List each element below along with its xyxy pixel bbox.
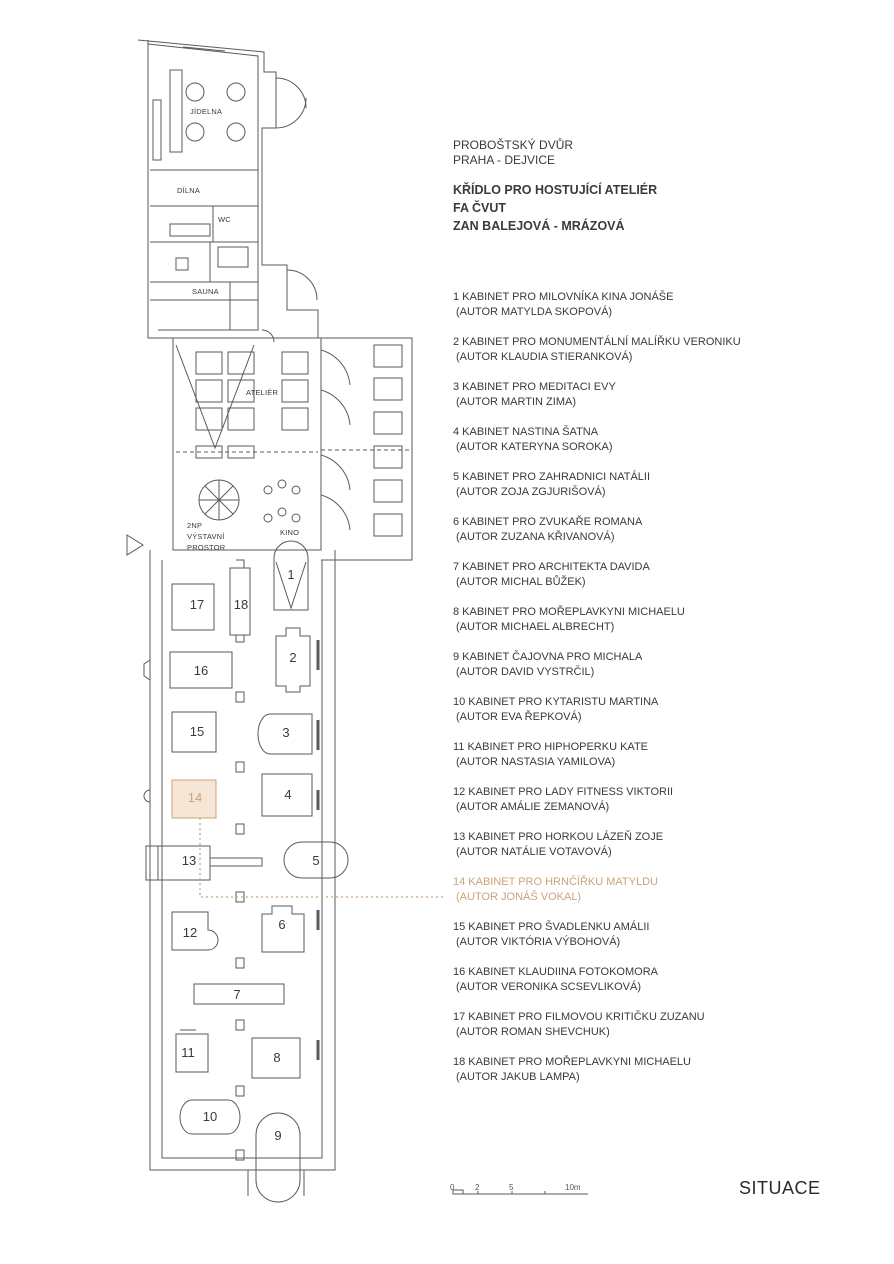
legend-item-title: 2 KABINET PRO MONUMENTÁLNÍ MALÍŘKU VERONIKU xyxy=(453,336,741,348)
legend-item-title: 5 KABINET PRO ZAHRADNICI NATÁLII xyxy=(453,471,651,483)
legend-item-author: (AUTOR ZUZANA KŘIVANOVÁ) xyxy=(456,531,615,543)
scale-label-10m: 10m xyxy=(565,1183,581,1192)
cabinet-legend xyxy=(453,290,873,1100)
legend-item-10 xyxy=(453,695,873,740)
project-title-line-3: ZAN BALEJOVÁ - MRÁZOVÁ xyxy=(453,219,625,233)
legend-item-author: (AUTOR KLAUDIA STIERANKOVÁ) xyxy=(456,351,633,363)
scale-label-5: 5 xyxy=(509,1183,514,1192)
legend-item-author: (AUTOR JONÁŠ VOKAL) xyxy=(456,891,582,903)
legend-item-title: 13 KABINET PRO HORKOU LÁZEŇ ZOJE xyxy=(453,831,664,843)
room-label-sauna: SAUNA xyxy=(192,287,219,296)
location-line-2: PRAHA - DEJVICE xyxy=(453,153,556,167)
cabinet-number-1: 1 xyxy=(287,567,295,582)
legend-item-title: 10 KABINET PRO KYTARISTU MARTINA xyxy=(453,696,659,708)
room-label-exhibition-3: PROSTOR xyxy=(187,543,226,552)
legend-item-author: (AUTOR DAVID VYSTRČIL) xyxy=(456,666,595,678)
room-label-atelier: ATELIÉR xyxy=(246,388,279,397)
cabinet-number-2: 2 xyxy=(289,650,297,665)
legend-item-title: 14 KABINET PRO HRNČÍŘKU MATYLDU xyxy=(453,876,658,888)
legend-item-14-highlighted xyxy=(453,875,873,920)
scale-label-2: 2 xyxy=(475,1183,480,1192)
cabinet-number-5: 5 xyxy=(312,853,320,868)
room-label-kino: KINO xyxy=(280,528,300,537)
scale-label-0: 0 xyxy=(450,1183,455,1192)
legend-item-title: 8 KABINET PRO MOŘEPLAVKYNI MICHAELU xyxy=(453,606,685,618)
cabinet-number-7: 7 xyxy=(233,987,241,1002)
legend-item-8 xyxy=(453,605,873,650)
legend-item-9 xyxy=(453,650,873,695)
legend-item-13 xyxy=(453,830,873,875)
legend-item-author: (AUTOR NATÁLIE VOTAVOVÁ) xyxy=(456,846,612,858)
project-title-line-2: FA ČVUT xyxy=(453,201,507,215)
legend-item-author: (AUTOR JAKUB LAMPA) xyxy=(456,1071,580,1083)
upper-wing-outline xyxy=(138,40,318,338)
legend-item-title: 18 KABINET PRO MOŘEPLAVKYNI MICHAELU xyxy=(453,1056,691,1068)
legend-item-title: 6 KABINET PRO ZVUKAŘE ROMANA xyxy=(453,516,643,528)
legend-item-15 xyxy=(453,920,873,965)
lower-wing-outline xyxy=(150,550,335,1170)
legend-item-6 xyxy=(453,515,873,560)
legend-item-author: (AUTOR ZOJA ZGJURIŠOVÁ) xyxy=(456,486,606,498)
legend-item-author: (AUTOR KATERYNA SOROKA) xyxy=(456,441,613,453)
legend-item-title: 9 KABINET ČAJOVNA PRO MICHALA xyxy=(453,651,643,663)
cabinet-13-shape xyxy=(146,846,262,880)
legend-item-author: (AUTOR NASTASIA YAMILOVA) xyxy=(456,756,616,768)
cabinet-number-13: 13 xyxy=(181,853,197,868)
room-label-exhibition-2: VÝSTAVNÍ xyxy=(187,532,225,541)
entrance-arrow xyxy=(127,535,143,555)
cabinet-number-16: 16 xyxy=(193,663,209,678)
cabinet-number-14: 14 xyxy=(187,790,203,805)
legend-item-title: 16 KABINET KLAUDIINA FOTOKOMORA xyxy=(453,966,658,978)
cabinet-number-3: 3 xyxy=(282,725,290,740)
legend-item-title: 15 KABINET PRO ŠVADLENKU AMÁLII xyxy=(453,921,650,933)
legend-item-12 xyxy=(453,785,873,830)
legend-item-18 xyxy=(453,1055,873,1100)
cabinet-number-18: 18 xyxy=(233,597,249,612)
room-label-dilna: DÍLNA xyxy=(177,186,201,195)
location-line-1: PROBOŠTSKÝ DVŮR xyxy=(453,138,574,152)
legend-item-title: 12 KABINET PRO LADY FITNESS VIKTORII xyxy=(453,786,674,798)
legend-item-title: 7 KABINET PRO ARCHITEKTA DAVIDA xyxy=(453,561,650,573)
legend-item-11 xyxy=(453,740,873,785)
legend-item-author: (AUTOR MICHAL BŮŽEK) xyxy=(456,576,586,588)
legend-item-title: 4 KABINET NASTINA ŠATNA xyxy=(453,426,599,438)
cabinet-number-12: 12 xyxy=(182,925,198,940)
cabinet-number-11: 11 xyxy=(181,1045,195,1060)
legend-item-4 xyxy=(453,425,873,470)
legend-item-2 xyxy=(453,335,873,380)
legend-item-title: 3 KABINET PRO MEDITACI EVY xyxy=(453,381,616,393)
sheet-title: SITUACE xyxy=(739,1178,821,1198)
project-title-line-1: KŘÍDLO PRO HOSTUJÍCÍ ATELIÉR xyxy=(453,183,658,197)
legend-item-author: (AUTOR ROMAN SHEVCHUK) xyxy=(456,1026,610,1038)
title-block xyxy=(453,138,873,235)
legend-item-author: (AUTOR MARTIN ZIMA) xyxy=(456,396,576,408)
legend-item-author: (AUTOR EVA ŘEPKOVÁ) xyxy=(456,711,582,723)
legend-item-title: 17 KABINET PRO FILMOVOU KRITIČKU ZUZANU xyxy=(453,1011,705,1023)
cabinet-number-15: 15 xyxy=(189,724,205,739)
legend-item-author: (AUTOR MICHAEL ALBRECHT) xyxy=(456,621,615,633)
cabinet-number-17: 17 xyxy=(189,597,205,612)
legend-item-7 xyxy=(453,560,873,605)
legend-item-title: 11 KABINET PRO HIPHOPERKU KATE xyxy=(453,741,648,753)
legend-item-5 xyxy=(453,470,873,515)
legend-item-3 xyxy=(453,380,873,425)
legend-item-author: (AUTOR MATYLDA SKOPOVÁ) xyxy=(456,306,613,318)
cabinet-number-10: 10 xyxy=(202,1109,218,1124)
cabinet-number-4: 4 xyxy=(284,787,292,802)
room-label-jidelna: JÍDELNA xyxy=(190,107,223,116)
legend-item-1 xyxy=(453,290,873,335)
room-label-exhibition-1: 2NP xyxy=(187,521,203,530)
legend-item-author: (AUTOR AMÁLIE ZEMANOVÁ) xyxy=(456,801,610,813)
legend-item-author: (AUTOR VERONIKA SCSEVLIKOVÁ) xyxy=(456,981,642,993)
cabinet-number-8: 8 xyxy=(273,1050,281,1065)
legend-item-17 xyxy=(453,1010,873,1055)
legend-item-16 xyxy=(453,965,873,1010)
cabinet-number-9: 9 xyxy=(274,1128,282,1143)
cabinet-number-6: 6 xyxy=(278,917,286,932)
legend-item-author: (AUTOR VIKTÓRIA VÝBOHOVÁ) xyxy=(456,936,621,948)
legend-item-title: 1 KABINET PRO MILOVNÍKA KINA JONÁŠE xyxy=(453,291,674,303)
room-label-wc: WC xyxy=(218,215,231,224)
project-title xyxy=(453,181,873,235)
atelier-terrace xyxy=(321,338,412,560)
atelier-room xyxy=(173,338,321,550)
